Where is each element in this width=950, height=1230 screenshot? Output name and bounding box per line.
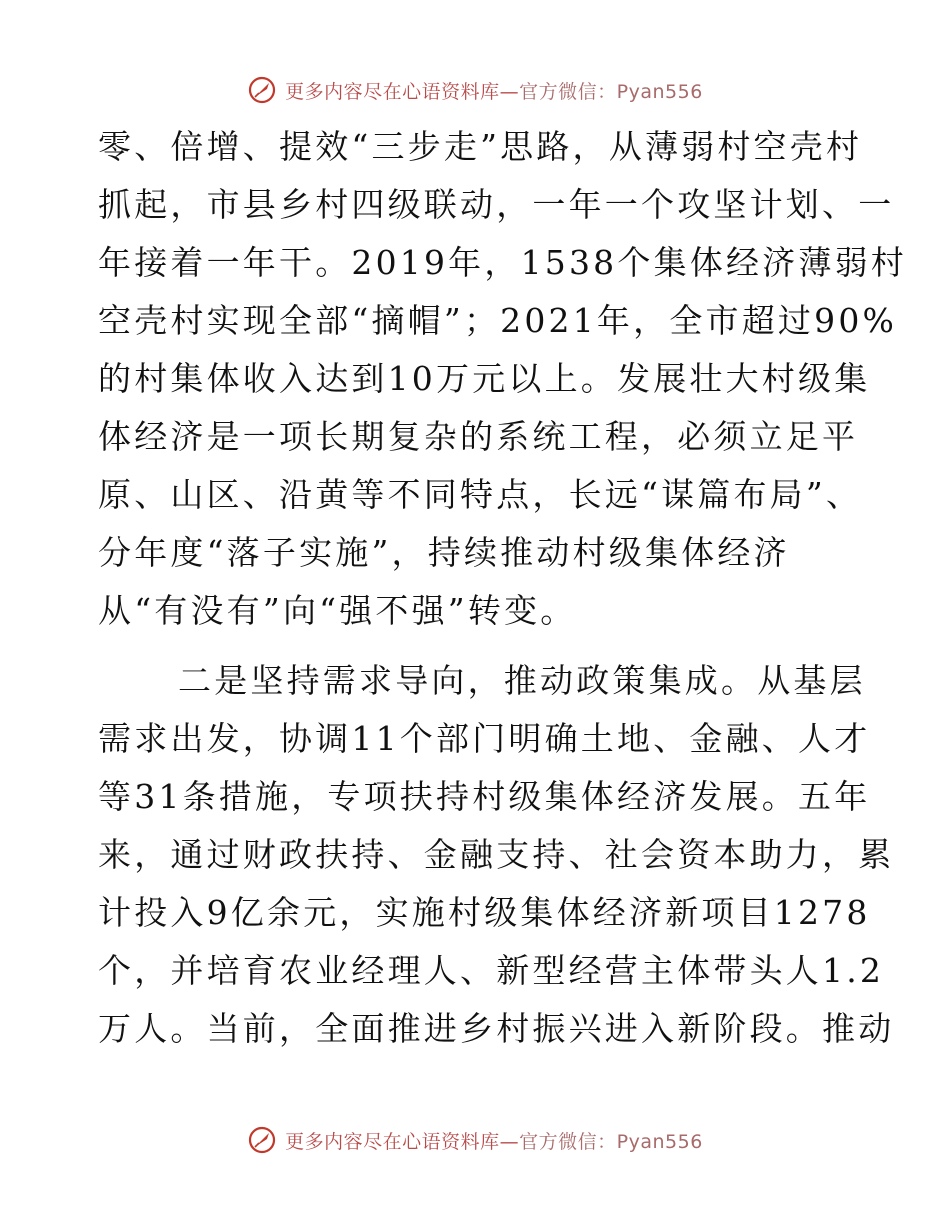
text-line: 计投入9亿余元，实施村级集体经济新项目1278 — [98, 893, 871, 932]
paragraph-1 — [98, 118, 907, 640]
text-line: 的村集体收入达到10万元以上。发展壮大村级集 — [98, 359, 871, 398]
watermark-text: 更多内容尽在心语资料库—官方微信：Pyan556 — [285, 80, 703, 103]
document-body — [98, 118, 907, 1058]
quill-logo-icon — [247, 1125, 277, 1155]
text-line: 需求出发，协调11个部门明确土地、金融、人才 — [98, 719, 871, 758]
text-line: 体经济是一项长期复杂的系统工程，必须立足平 — [98, 417, 859, 456]
text-line: 空壳村实现全部“摘帽”；2021年，全市超过90% — [98, 301, 898, 340]
text-line: 个，并培育农业经理人、新型经营主体带头人1.2 — [98, 951, 885, 990]
text-line: 二是坚持需求导向，推动政策集成。从基层 — [178, 661, 866, 700]
text-line: 万人。当前，全面推进乡村振兴进入新阶段。推动 — [98, 1009, 895, 1048]
text-line: 来，通过财政扶持、金融支持、社会资本助力，累 — [98, 835, 895, 874]
text-line: 原、山区、沿黄等不同特点，长远“谋篇布局”、 — [98, 475, 863, 514]
text-line: 抓起，市县乡村四级联动，一年一个攻坚计划、一 — [98, 185, 895, 224]
footer-watermark — [0, 1120, 950, 1160]
watermark-text: 更多内容尽在心语资料库—官方微信：Pyan556 — [285, 1130, 703, 1153]
text-line: 年接着一年干。2019年，1538个集体经济薄弱村 — [98, 243, 907, 282]
quill-logo-icon — [247, 75, 277, 105]
text-line: 从“有没有”向“强不强”转变。 — [98, 591, 577, 630]
paragraph-2 — [98, 652, 895, 1058]
text-line: 零、倍增、提效“三步走”思路，从薄弱村空壳村 — [98, 127, 863, 166]
text-line: 分年度“落子实施”，持续推动村级集体经济 — [98, 533, 790, 572]
text-line: 等31条措施，专项扶持村级集体经济发展。五年 — [98, 777, 871, 816]
header-watermark — [0, 70, 950, 110]
